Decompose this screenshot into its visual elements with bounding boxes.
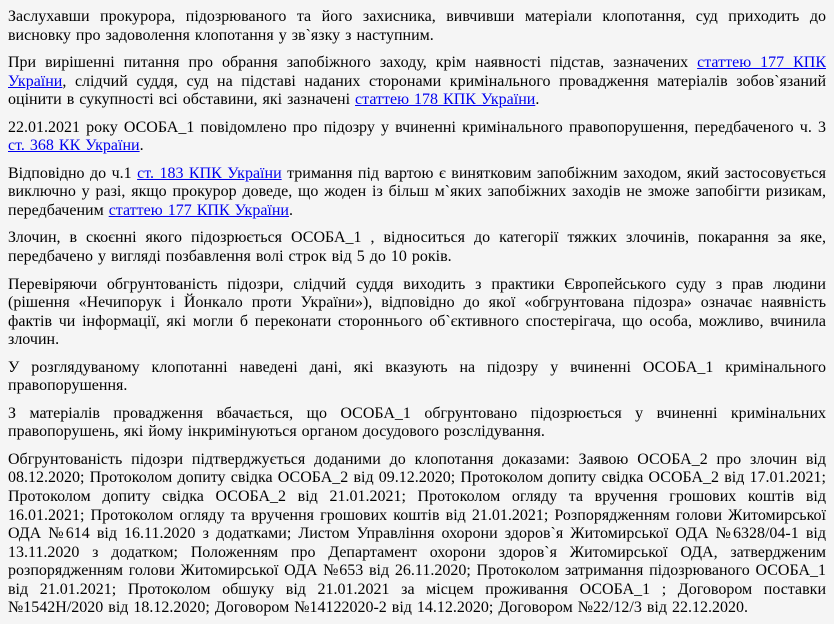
paragraph-text: .: [288, 201, 293, 219]
paragraph-text: Злочин, в скоєнні якого підозрюється ОСОБА_1 , відноситься до категорії тяжких злочинів, покарання за яке, передбачено у вигляді позбавлення волі строк від 5 до 10 років.: [8, 229, 826, 266]
paragraph-text: Заслухавши прокурора, підозрюваного та його захисника, вивчивши матеріали клопотання, суд приходить до висновку про задоволення клопотання у зв`язку з наступним.: [8, 8, 826, 44]
paragraph-text: тримання під вартою є винятковим запобіжним заходом, який застосовується виключно у разі, якщо прокурор доведе, що жоден із більш м`яких запобіжних заходів не зможе запобігти ризикам, передбаченим: [8, 164, 827, 219]
law-reference-link[interactable]: статтею 177 КПК України: [108, 201, 289, 219]
paragraph-text: .: [535, 91, 540, 109]
law-reference-link[interactable]: статтею 177 КПК України: [8, 54, 826, 90]
law-reference-link[interactable]: ст. 183 КПК України: [137, 164, 282, 182]
law-reference-link[interactable]: ст. 368 КК України: [8, 137, 140, 155]
paragraph: [8, 165, 826, 221]
paragraph: [8, 276, 826, 350]
paragraph: [8, 54, 826, 110]
paragraph-text: 22.01.2021 року ОСОБА_1 повідомлено про підозру у вчиненні кримінального правопорушення, передбаченого ч. 3: [8, 118, 826, 136]
court-ruling-text: [8, 8, 826, 618]
paragraph-text: Обгрунтованість підозри підтверджується доданими до клопотання доказами: Заявою ОСОБА_2 про злочин від 08.12.2020; Протоколом допиту свідка ОСОБА_2 від 09.12.2020; Протоколом допиту свідка ОСОБА_2 від 17.01.2021; Протоколом допиту свідка ОСОБА_2 від 21.01.2021; Протоколом огляду та вручення грошових коштів від 16.01.2021; Протоколом огляду та вручення грошових коштів від 21.01.2021; Розпорядженням голови Житомирської ОДА №614 від 16.11.2020 з додатками; Листом Управління охорони здоров`я Житомирської ОДА №6328/04-1 від 13.11.2020 з додатком; Положенням про Департамент охорони здоров`я Житомирської ОДА, затвердженим розпорядженням голови Житомирської ОДА №653 від 26.11.2020; Протоколом затримання підозрюваного ОСОБА_1 від 21.01.2021; Протоколом обшуку від 21.01.2021 за місцем проживання ОСОБА_1 ; Договором поставки №1542Н/2020 від 18.12.2020; Договором №14122020-2 від 14.12.2020; Договором №22/12/3 від 22.12.2020.: [8, 450, 826, 617]
paragraph-text: Відповідно до ч.1: [8, 164, 138, 182]
paragraph-text: При вирішенні питання про обрання запобіжного заходу, крім наявності підстав, зазначених: [8, 54, 698, 72]
paragraph-text: Перевіряючи обгрунтованість підозри, слідчий суддя виходить з практики Європейського суду з прав людини (рішення «Нечипорук і Йонкало проти України»), відповідно до якої «обгрунтована підозра» означає наявність фактів чи інформації, які могли б переконати стороннього об`єктивного спостерігача, що особа, можливо, вчинила злочин.: [8, 275, 826, 349]
paragraph: [8, 229, 826, 266]
law-reference-link[interactable]: статтею 178 КПК України: [355, 91, 536, 109]
paragraph: [8, 359, 826, 396]
paragraph-text: , слідчий суддя, суд на підставі наданих сторонами кримінального провадження матеріалів зобов`язаний оцінити в сукупності всі обставини, які зазначені: [8, 72, 826, 109]
paragraph-text: .: [139, 137, 144, 155]
paragraph: [8, 8, 826, 45]
paragraph: [8, 451, 826, 618]
paragraph-text: У розглядуваному клопотанні наведені дані, які вказують на підозру у вчиненні ОСОБА_1 кримінального правопорушення.: [8, 358, 826, 395]
paragraph: [8, 119, 826, 156]
paragraph-text: З матеріалів провадження вбачається, що ОСОБА_1 обгрунтовано підозрюється у вчиненні кримінальних правопорушень, які йому інкримінуються органом досудового розслідування.: [8, 404, 826, 441]
paragraph: [8, 405, 826, 442]
